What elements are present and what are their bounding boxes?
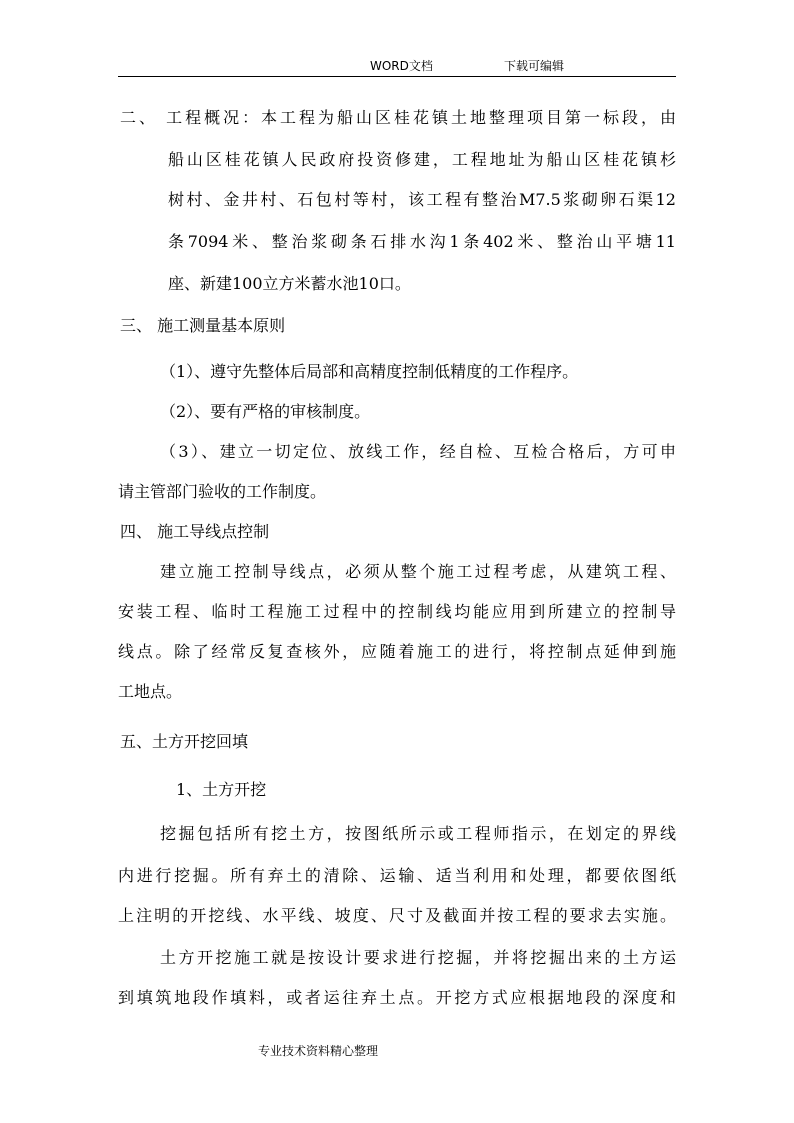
- excavation-paragraph-line-2: 内进行挖掘。所有弃土的清除、运输、适当利用和处理，都要依图纸: [118, 866, 676, 885]
- page-footer: 专业技术资料精心整理: [258, 1044, 379, 1058]
- section-3-heading: 三、 施工测量基本原则: [120, 316, 286, 335]
- excavation-paragraph-2-line-2: 到填筑地段作填料，或者运往弃土点。开挖方式应根据地段的深度和: [118, 988, 676, 1007]
- section-2-overview-line-4: 条7094米、整治浆砌条石排水沟1条402米、整治山平塘11: [168, 232, 676, 251]
- section-5-subheading-earth-excavation: 1、土方开挖: [176, 780, 267, 799]
- section-4-paragraph-line-4: 工地点。: [118, 682, 183, 701]
- section-3-item-3-line-2: 请主管部门验收的工作制度。: [118, 482, 327, 501]
- section-3-item-2: （2）、要有严格的审核制度。: [160, 402, 371, 421]
- page-header: [118, 56, 676, 77]
- section-2-overview-line-2: 船山区桂花镇人民政府投资修建，工程地址为船山区桂花镇杉: [168, 150, 676, 169]
- header-word-document-label: WORD文档: [370, 59, 433, 73]
- excavation-paragraph-line-1: 挖掘包括所有挖土方，按图纸所示或工程师指示，在划定的界线: [160, 824, 676, 843]
- section-2-overview-line-3: 树村、金井村、石包村等村，该工程有整治M7.5浆砌卵石渠12: [168, 190, 676, 209]
- section-3-item-3-line-1: （3）、建立一切定位、放线工作，经自检、互检合格后，方可申: [160, 442, 676, 461]
- section-3-item-1: （1）、遵守先整体后局部和高精度控制低精度的工作程序。: [160, 362, 579, 381]
- section-4-paragraph-line-1: 建立施工控制导线点，必须从整个施工过程考虑，从建筑工程、: [160, 562, 676, 581]
- section-4-paragraph-line-2: 安装工程、临时工程施工过程中的控制线均能应用到所建立的控制导: [118, 602, 676, 621]
- section-5-heading: 五、土方开挖回填: [120, 732, 249, 751]
- section-4-heading: 四、 施工导线点控制: [120, 522, 270, 541]
- header-download-editable-label: 下载可编辑: [504, 59, 565, 73]
- section-2-overview-line-5: 座、新建100立方米蓄水池10口。: [168, 274, 411, 293]
- excavation-paragraph-line-3: 上注明的开挖线、水平线、坡度、尺寸及截面并按工程的要求去实施。: [118, 906, 676, 925]
- section-4-paragraph-line-3: 线点。除了经常反复查核外，应随着施工的进行，将控制点延伸到施: [118, 642, 676, 661]
- excavation-paragraph-2-line-1: 土方开挖施工就是按设计要求进行挖掘，并将挖掘出来的土方运: [160, 948, 676, 967]
- section-2-overview-line-1: 二、 工程概况：本工程为船山区桂花镇土地整理项目第一标段，由: [120, 108, 676, 127]
